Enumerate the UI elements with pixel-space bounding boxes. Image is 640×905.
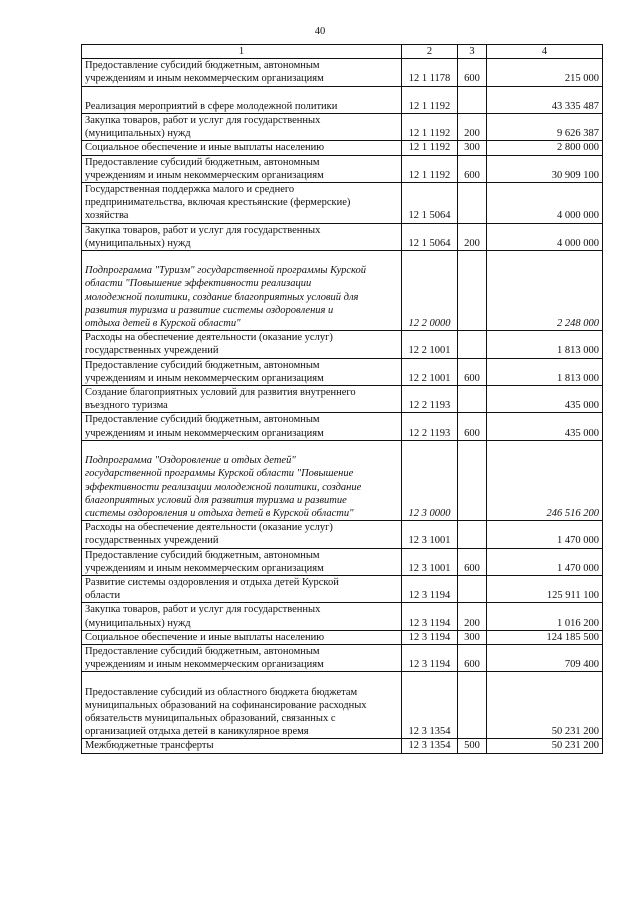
table-row <box>82 644 603 671</box>
row-expense-type <box>458 183 487 224</box>
description-line: государственной программы Курской области "Повышение <box>85 468 354 480</box>
row-expense-type <box>458 672 487 739</box>
row-code: 12 3 1001 <box>402 548 458 575</box>
description-line: государственных учреждений <box>85 535 219 547</box>
row-expense-type: 600 <box>458 358 487 385</box>
table-row <box>82 251 603 331</box>
row-expense-type: 300 <box>458 630 487 644</box>
description-line: Предоставление субсидий бюджетным, автономным <box>85 359 320 371</box>
row-description <box>82 183 402 224</box>
description-line: Предоставление субсидий бюджетным, автономным <box>85 60 320 72</box>
row-expense-type: 600 <box>458 548 487 575</box>
row-description <box>82 86 402 113</box>
row-description <box>82 575 402 602</box>
description-line: Предоставление субсидий бюджетным, автономным <box>85 645 320 657</box>
table-row <box>82 331 603 358</box>
row-description <box>82 331 402 358</box>
row-expense-type <box>458 86 487 113</box>
column-header-2: 2 <box>402 45 458 59</box>
table-row <box>82 155 603 182</box>
row-amount: 125 911 100 <box>487 575 603 602</box>
description-line: Создание благоприятных условий для развития внутреннего <box>85 387 356 399</box>
column-header-3: 3 <box>458 45 487 59</box>
table-row <box>82 413 603 440</box>
description-line: хозяйства <box>85 210 129 222</box>
description-line: отдыха детей в Курской области" <box>85 318 241 330</box>
table-row <box>82 358 603 385</box>
row-code: 12 1 1192 <box>402 155 458 182</box>
row-code: 12 2 1193 <box>402 386 458 413</box>
row-description <box>82 440 402 520</box>
row-amount: 215 000 <box>487 59 603 86</box>
description-line: государственных учреждений <box>85 345 219 357</box>
description-line: Развитие системы оздоровления и отдыха детей Курской <box>85 576 339 588</box>
row-description <box>82 548 402 575</box>
table-row <box>82 59 603 86</box>
description-line: муниципальных образований на софинансирование расходных <box>85 699 367 711</box>
column-header-4: 4 <box>487 45 603 59</box>
row-expense-type <box>458 386 487 413</box>
row-amount: 435 000 <box>487 413 603 440</box>
description-line: (муниципальных) нужд <box>85 128 191 140</box>
description-line: Расходы на обеспечение деятельности (оказание услуг) <box>85 522 333 534</box>
description-line: Закупка товаров, работ и услуг для государственных <box>85 224 321 236</box>
table-row <box>82 739 603 753</box>
row-expense-type <box>458 440 487 520</box>
row-amount: 4 000 000 <box>487 183 603 224</box>
table-row <box>82 575 603 602</box>
row-amount: 43 335 487 <box>487 86 603 113</box>
table-row <box>82 114 603 141</box>
description-line: организацией отдыха детей в каникулярное время <box>85 726 309 738</box>
row-code: 12 2 1001 <box>402 331 458 358</box>
description-line: Реализация мероприятий в сфере молодежной политики <box>85 100 338 112</box>
table-row <box>82 141 603 155</box>
row-description <box>82 603 402 630</box>
description-line: (муниципальных) нужд <box>85 617 191 629</box>
row-description <box>82 386 402 413</box>
row-expense-type: 200 <box>458 603 487 630</box>
row-expense-type: 600 <box>458 59 487 86</box>
row-description <box>82 141 402 155</box>
table-row <box>82 630 603 644</box>
description-line: Подпрограмма "Оздоровление и отдых детей" <box>85 455 296 467</box>
row-expense-type: 600 <box>458 413 487 440</box>
row-code: 12 2 1193 <box>402 413 458 440</box>
column-header-1: 1 <box>82 45 402 59</box>
row-amount: 1 470 000 <box>487 521 603 548</box>
row-description <box>82 155 402 182</box>
description-line: Предоставление субсидий из областного бюджета бюджетам <box>85 686 358 698</box>
table-row <box>82 521 603 548</box>
row-description <box>82 644 402 671</box>
table-row <box>82 386 603 413</box>
row-code: 12 2 1001 <box>402 358 458 385</box>
description-line: учреждениям и иным некоммерческим организациям <box>85 659 324 671</box>
row-expense-type <box>458 331 487 358</box>
row-amount: 1 470 000 <box>487 548 603 575</box>
table-row <box>82 603 603 630</box>
row-description <box>82 521 402 548</box>
row-amount: 50 231 200 <box>487 739 603 753</box>
description-line: Социальное обеспечение и иные выплаты населению <box>85 631 325 643</box>
description-line: Предоставление субсидий бюджетным, автономным <box>85 414 320 426</box>
row-amount: 2 800 000 <box>487 141 603 155</box>
row-code: 12 1 1192 <box>402 86 458 113</box>
row-amount: 246 516 200 <box>487 440 603 520</box>
row-amount: 30 909 100 <box>487 155 603 182</box>
description-line: Межбюджетные трансферты <box>85 740 214 752</box>
description-line: Предоставление субсидий бюджетным, автономным <box>85 549 320 561</box>
row-description <box>82 630 402 644</box>
table-row <box>82 548 603 575</box>
description-line: Закупка товаров, работ и услуг для государственных <box>85 604 321 616</box>
row-code: 12 3 1001 <box>402 521 458 548</box>
row-expense-type <box>458 251 487 331</box>
budget-table <box>81 44 603 754</box>
row-amount: 2 248 000 <box>487 251 603 331</box>
row-code: 12 1 1178 <box>402 59 458 86</box>
description-line: молодежной политики, создание благоприятных условий для <box>85 291 359 303</box>
row-description <box>82 59 402 86</box>
description-line: учреждениям и иным некоммерческим организациям <box>85 562 324 574</box>
row-amount: 9 626 387 <box>487 114 603 141</box>
description-line: учреждениям и иным некоммерческим организациям <box>85 372 324 384</box>
row-code: 12 3 1354 <box>402 672 458 739</box>
description-line: учреждениям и иным некоммерческим организациям <box>85 427 324 439</box>
table-body <box>82 59 603 753</box>
description-line: обязательств муниципальных образований, связанных с <box>85 712 336 724</box>
row-amount: 4 000 000 <box>487 223 603 250</box>
table-row <box>82 223 603 250</box>
row-description <box>82 739 402 753</box>
row-expense-type: 200 <box>458 114 487 141</box>
description-line: системы оздоровления и отдыха детей в Курской области" <box>85 507 354 519</box>
row-expense-type: 200 <box>458 223 487 250</box>
description-line: Закупка товаров, работ и услуг для государственных <box>85 115 321 127</box>
row-code: 12 3 1354 <box>402 739 458 753</box>
page-number: 40 <box>314 26 326 37</box>
row-expense-type: 500 <box>458 739 487 753</box>
row-amount: 709 400 <box>487 644 603 671</box>
row-amount: 435 000 <box>487 386 603 413</box>
row-code: 12 1 1192 <box>402 141 458 155</box>
row-amount: 50 231 200 <box>487 672 603 739</box>
table-row <box>82 183 603 224</box>
description-line: области <box>85 590 121 602</box>
row-description <box>82 251 402 331</box>
row-expense-type <box>458 521 487 548</box>
table-row <box>82 440 603 520</box>
description-line: въездного туризма <box>85 400 168 412</box>
row-amount: 1 016 200 <box>487 603 603 630</box>
description-line: Предоставление субсидий бюджетным, автономным <box>85 156 320 168</box>
description-line: благоприятных условий для развития туризма и развитие <box>85 494 347 506</box>
row-code: 12 3 1194 <box>402 630 458 644</box>
row-code: 12 3 1194 <box>402 644 458 671</box>
description-line: Государственная поддержка малого и среднего <box>85 184 295 196</box>
description-line: предпринимательства, включая крестьянские (фермерские) <box>85 197 351 209</box>
description-line: Социальное обеспечение и иные выплаты населению <box>85 142 325 154</box>
description-line: (муниципальных) нужд <box>85 237 191 249</box>
row-amount: 1 813 000 <box>487 331 603 358</box>
description-line: развития туризма и развитие системы оздоровления и <box>85 304 334 316</box>
description-line: учреждениям и иным некоммерческим организациям <box>85 73 324 85</box>
row-description <box>82 358 402 385</box>
description-line: области "Повышение эффективности реализации <box>85 278 312 290</box>
row-expense-type: 600 <box>458 155 487 182</box>
table-header-row <box>82 45 603 59</box>
row-code: 12 1 5064 <box>402 183 458 224</box>
row-code: 12 3 1194 <box>402 603 458 630</box>
row-expense-type: 300 <box>458 141 487 155</box>
row-description <box>82 114 402 141</box>
row-code: 12 3 0000 <box>402 440 458 520</box>
row-expense-type <box>458 575 487 602</box>
row-code: 12 2 0000 <box>402 251 458 331</box>
row-code: 12 1 5064 <box>402 223 458 250</box>
row-code: 12 3 1194 <box>402 575 458 602</box>
description-line: учреждениям и иным некоммерческим организациям <box>85 169 324 181</box>
row-code: 12 1 1192 <box>402 114 458 141</box>
row-description <box>82 672 402 739</box>
table-row <box>82 86 603 113</box>
description-line: эффективности реализации молодежной политики, создание <box>85 481 362 493</box>
row-amount: 1 813 000 <box>487 358 603 385</box>
row-amount: 124 185 500 <box>487 630 603 644</box>
table-row <box>82 672 603 739</box>
row-description <box>82 413 402 440</box>
row-expense-type: 600 <box>458 644 487 671</box>
description-line: Подпрограмма "Туризм" государственной программы Курской <box>85 265 367 277</box>
row-description <box>82 223 402 250</box>
description-line: Расходы на обеспечение деятельности (оказание услуг) <box>85 332 333 344</box>
